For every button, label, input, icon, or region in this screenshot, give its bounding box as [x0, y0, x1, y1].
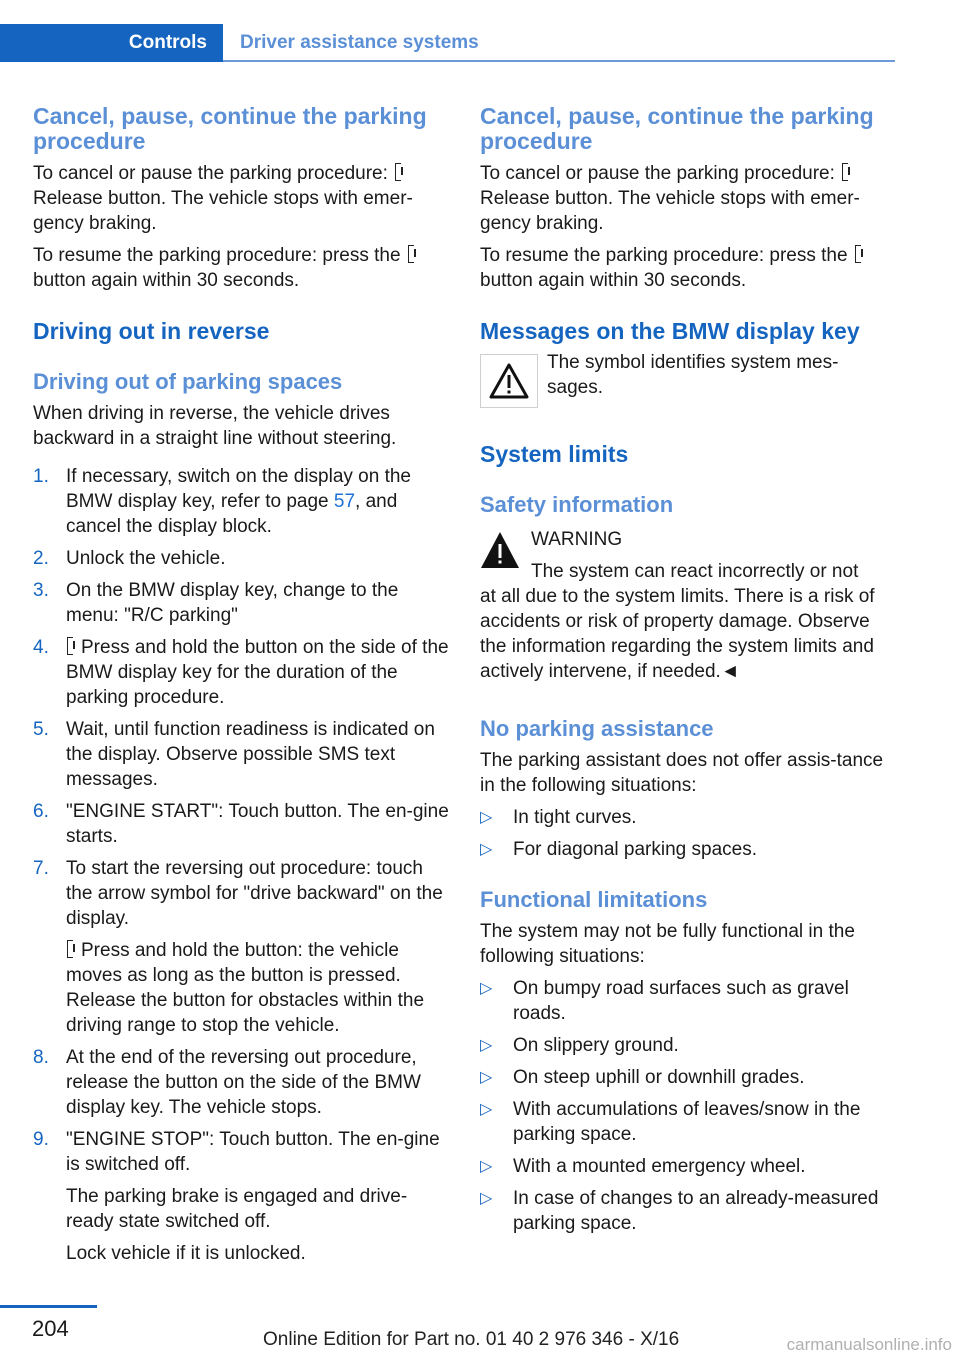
- step-item: 4. Press and hold the button on the side of the BMW display key for the duration of the parking procedure.: [33, 637, 449, 708]
- step-sub-paragraph: Lock vehicle if it is unlocked.: [66, 1243, 306, 1264]
- no-assist-list: [480, 805, 898, 862]
- step-sub-paragraph: The parking brake is engaged and drive-ready state switched off.: [66, 1186, 408, 1232]
- triangle-bullet-icon: ▷: [480, 1158, 493, 1175]
- step-sub-paragraph: Press and hold the button: the vehicle moves as long as the button is pressed. Release the button for obstacles within the driving range to stop the vehicle.: [66, 940, 425, 1036]
- warning-first-line: The system can react incorrectly or not: [531, 561, 859, 582]
- triangle-bullet-icon: ▷: [480, 809, 493, 826]
- paragraph-resume: To resume the parking procedure: press the button again within 30 seconds.: [480, 243, 898, 293]
- heading-functional-limitations: Functional limitations: [480, 887, 708, 912]
- list-item: ▷ With accumulations of leaves/snow in the parking space.: [480, 1099, 861, 1145]
- header-rule: [223, 60, 895, 62]
- paragraph-cancel: To cancel or pause the parking procedure: Release button. The vehicle stops with emer‐gency braking.: [480, 163, 860, 234]
- heading-cancel-pause: Cancel, pause, continue the parking procedure: [33, 103, 427, 154]
- list-item: ▷ On steep uphill or downhill grades.: [480, 1067, 805, 1088]
- triangle-bullet-icon: ▷: [480, 1069, 493, 1086]
- paragraph-functional: The system may not be fully functional in the following situations:: [480, 921, 855, 967]
- paragraph-reverse-intro: When driving in reverse, the vehicle drives backward in a straight line without steering.: [33, 403, 397, 449]
- page-number: 204: [32, 1316, 69, 1341]
- list-item: ▷ On slippery ground.: [480, 1035, 679, 1056]
- triangle-bullet-icon: ▷: [480, 1037, 493, 1054]
- heading-driving-out-spaces: Driving out of parking spaces: [33, 369, 343, 394]
- display-key-button-icon: [841, 163, 850, 181]
- warning-triangle-icon: [489, 363, 529, 399]
- heading-cancel-pause: Cancel, pause, continue the parking procedure: [480, 103, 874, 154]
- chapter-tab-controls: Controls: [0, 24, 223, 62]
- display-key-button-icon: [407, 245, 416, 263]
- step-item: 3. On the BMW display key, change to the menu: "R/C parking": [33, 580, 399, 626]
- section-title: Driver assistance systems: [240, 32, 479, 53]
- left-column: [33, 104, 451, 1266]
- heading-no-parking-assistance: No parking assistance: [480, 716, 714, 741]
- footer-rule: [0, 1305, 97, 1308]
- paragraph-no-assist: The parking assistant does not offer assis‐tance in the following situations:: [480, 750, 884, 796]
- edition-line: Online Edition for Part no. 01 40 2 976 346 - X/16: [263, 1329, 680, 1350]
- paragraph-cancel: To cancel or pause the parking procedure: Release button. The vehicle stops with emer‐gency braking.: [33, 163, 413, 234]
- step-item: 1. If necessary, switch on the display on the BMW display key, refer to page 57, and cancel the display block.: [33, 466, 411, 537]
- step-item: 9. "ENGINE STOP": Touch button. The en‐gine is switched off. The parking brake is engaged and drive-ready state switched off. Lock vehicle if it is unlocked.: [33, 1127, 451, 1266]
- message-symbol-block: [480, 350, 898, 412]
- step-item: 8. At the end of the reversing out procedure, release the button on the side of the BMW display key. The vehicle stops.: [33, 1047, 421, 1118]
- warning-triangle-icon: [480, 354, 538, 408]
- list-item: ▷ In case of changes to an already-measured parking space.: [480, 1188, 879, 1234]
- watermark: carmanualsonline.info: [786, 1335, 952, 1354]
- heading-system-limits: System limits: [480, 441, 629, 467]
- list-item: ▷ In tight curves.: [480, 807, 637, 828]
- list-item: ▷ On bumpy road surfaces such as gravel roads.: [480, 978, 849, 1024]
- list-item: ▷ For diagonal parking spaces.: [480, 839, 757, 860]
- page-link[interactable]: 57: [333, 491, 356, 512]
- triangle-bullet-icon: ▷: [480, 841, 493, 858]
- page-header: [0, 24, 895, 62]
- step-item: 6. "ENGINE START": Touch button. The en‐gine starts.: [33, 801, 449, 847]
- display-key-button-icon: [394, 163, 403, 181]
- warning-block: [480, 527, 898, 684]
- display-key-button-icon: [66, 940, 75, 958]
- functional-list: [480, 976, 898, 1236]
- triangle-bullet-icon: ▷: [480, 1101, 493, 1118]
- warning-triangle-icon: [480, 531, 520, 569]
- triangle-bullet-icon: ▷: [480, 1190, 493, 1207]
- paragraph-resume: To resume the parking procedure: press the button again within 30 seconds.: [33, 243, 451, 293]
- warning-text: at all due to the system limits. There is a risk of accidents or risk of property damage. Observe the information regarding the system limits and actively intervene, if needed.◄: [480, 586, 875, 682]
- display-key-button-icon: [66, 637, 75, 655]
- heading-messages: Messages on the BMW display key: [480, 318, 860, 344]
- triangle-bullet-icon: ▷: [480, 980, 493, 997]
- steps-list: [33, 464, 451, 1266]
- heading-driving-out-reverse: Driving out in reverse: [33, 318, 270, 344]
- step-item: 5. Wait, until function readiness is indicated on the display. Observe possible SMS text messages.: [33, 719, 435, 790]
- heading-safety-information: Safety information: [480, 492, 674, 517]
- warning-title: WARNING: [531, 529, 623, 550]
- right-column: [480, 104, 898, 1236]
- step-item: 2. Unlock the vehicle.: [33, 548, 226, 569]
- list-item: ▷ With a mounted emergency wheel.: [480, 1156, 806, 1177]
- paragraph-symbol: The symbol identifies system mes‐sages.: [547, 352, 839, 398]
- display-key-button-icon: [854, 245, 863, 263]
- step-item: 7. To start the reversing out procedure: touch the arrow symbol for "drive backward" on the display. Press and hold the button: the vehicle moves as long as the button is pressed. Release the button for obstacles within the driving range to stop the vehicle.: [33, 856, 451, 1038]
